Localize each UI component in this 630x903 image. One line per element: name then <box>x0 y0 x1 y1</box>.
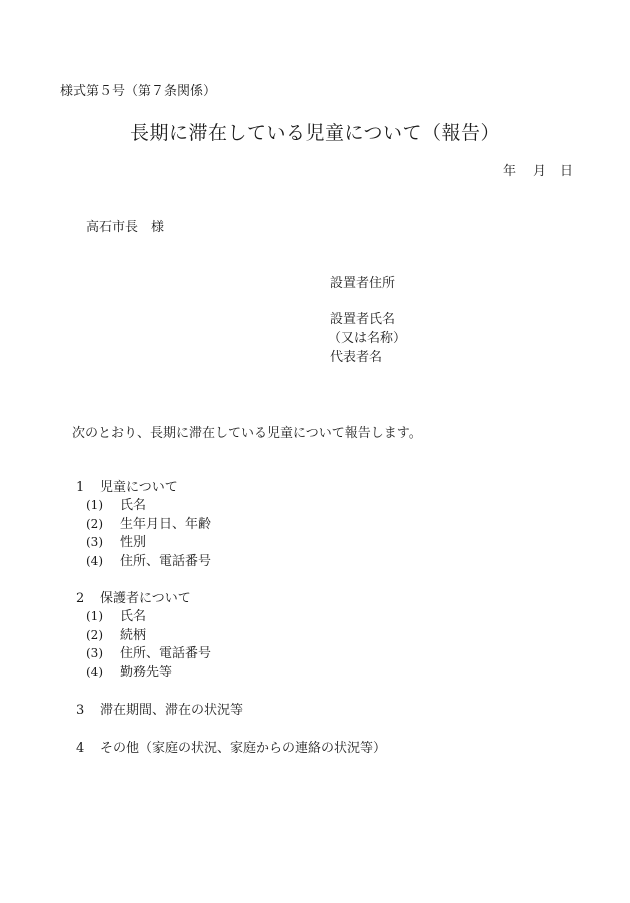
item-label: 住所、電話番号 <box>120 554 212 569</box>
section-4-heading <box>76 737 386 756</box>
item-number: (1) <box>86 498 103 512</box>
section-title: 保護者について <box>100 591 191 606</box>
item-label: 勤務先等 <box>120 665 173 680</box>
date-year-label: 年 <box>503 164 517 179</box>
item-label: 氏名 <box>120 609 147 624</box>
section-number: 1 <box>76 480 85 495</box>
addressee: 高石市長 様 <box>86 220 165 235</box>
item-label: 生年月日、年齢 <box>120 517 212 532</box>
list-item <box>86 513 211 532</box>
list-item <box>86 642 211 661</box>
sender-address-label: 設置者住所 <box>330 276 396 291</box>
section-title: その他（家庭の状況、家庭からの連絡の状況等） <box>100 741 387 756</box>
item-label: 性別 <box>120 535 147 550</box>
document-title: 長期に滞在している児童について（報告） <box>129 122 501 144</box>
list-item <box>86 605 146 624</box>
list-item <box>86 661 172 680</box>
date-day-label: 日 <box>560 164 574 179</box>
item-number: (4) <box>86 665 103 679</box>
section-number: 3 <box>76 703 85 718</box>
section-number: 2 <box>76 591 85 606</box>
sender-representative-label: 代表者名 <box>330 350 383 365</box>
item-number: (2) <box>86 628 103 642</box>
section-2-heading <box>76 587 191 606</box>
section-title: 滞在期間、滞在の状況等 <box>100 703 244 718</box>
item-number: (1) <box>86 609 103 623</box>
section-1-heading <box>76 476 178 495</box>
item-label: 氏名 <box>120 498 147 513</box>
list-item <box>86 494 146 513</box>
intro-text: 次のとおり、長期に滞在している児童について報告します。 <box>72 426 422 441</box>
item-number: (3) <box>86 646 103 660</box>
section-number: 4 <box>76 741 85 756</box>
list-item <box>86 550 211 569</box>
date-month-label: 月 <box>533 164 547 179</box>
item-number: (2) <box>86 517 103 531</box>
list-item <box>86 624 146 643</box>
item-number: (4) <box>86 554 103 568</box>
section-title: 児童について <box>100 480 178 495</box>
item-label: 続柄 <box>120 628 147 643</box>
sender-alias-label: （又は名称） <box>328 331 407 346</box>
item-number: (3) <box>86 535 103 549</box>
sender-name-label: 設置者氏名 <box>330 312 396 327</box>
section-3-heading <box>76 699 243 718</box>
form-number-label: 様式第５号（第７条関係） <box>60 84 217 99</box>
item-label: 住所、電話番号 <box>120 646 212 661</box>
list-item <box>86 531 146 550</box>
